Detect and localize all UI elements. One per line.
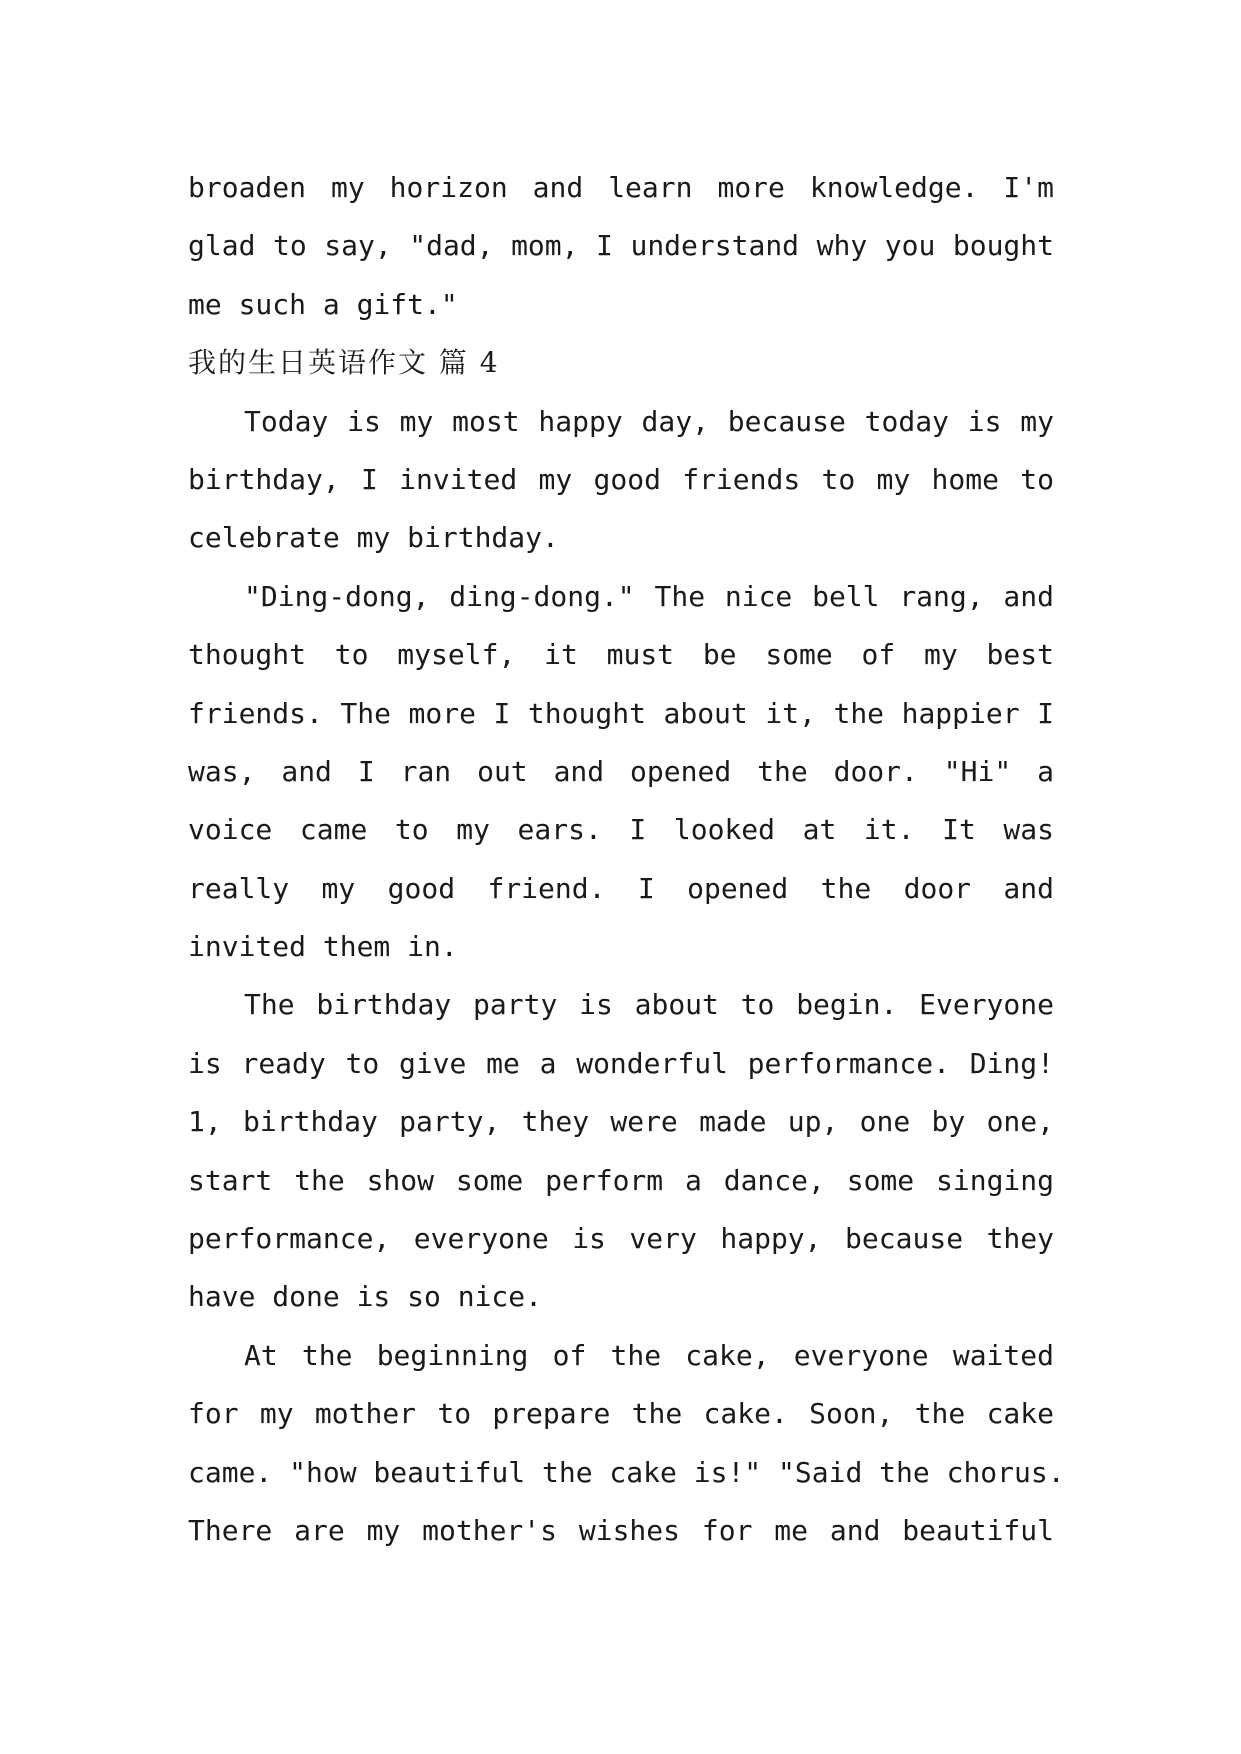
text-line: friends. The more I thought about it, the happier I <box>188 696 1054 730</box>
text-line: was, and I ran out and opened the door. "Hi" a <box>188 754 1054 788</box>
text-line: thought to myself, it must be some of my best <box>188 638 1054 672</box>
text-line: came. "how beautiful the cake is!" "Said the chorus. <box>188 1455 1065 1489</box>
text-line: for my mother to prepare the cake. Soon, the cake <box>188 1397 1054 1431</box>
text-line: have done is so nice. <box>188 1280 543 1314</box>
text-line: The birthday party is about to begin. Everyone <box>244 988 1054 1022</box>
text-line: 1, birthday party, they were made up, one by one, <box>188 1105 1054 1139</box>
text-line: start the show some perform a dance, some singing <box>188 1163 1054 1197</box>
text-line: really my good friend. I opened the door and <box>188 871 1054 905</box>
text-line: glad to say, "dad, mom, I understand why you bought <box>188 229 1054 263</box>
text-line: is ready to give me a wonderful performance. Ding! <box>188 1046 1054 1080</box>
text-line: birthday, I invited my good friends to my home to <box>188 462 1054 496</box>
text-line: broaden my horizon and learn more knowledge. I'm <box>188 171 1054 204</box>
text-line: performance, everyone is very happy, because they <box>188 1222 1054 1256</box>
text-line: me such a gift." <box>188 287 458 321</box>
text-line: invited them in. <box>188 930 458 964</box>
text-line: celebrate my birthday. <box>188 521 559 555</box>
text-line: Today is my most happy day, because today is my <box>244 404 1054 438</box>
text-line: There are my mother's wishes for me and beautiful <box>188 1513 1054 1547</box>
document-body <box>188 159 1065 1560</box>
text-line: At the beginning of the cake, everyone waited <box>244 1338 1054 1372</box>
section-heading: 我的生日英语作文 篇 4 <box>188 346 500 380</box>
text-line: voice came to my ears. I looked at it. It was <box>188 813 1054 847</box>
text-line: "Ding-dong, ding-dong." The nice bell rang, and <box>244 579 1054 613</box>
